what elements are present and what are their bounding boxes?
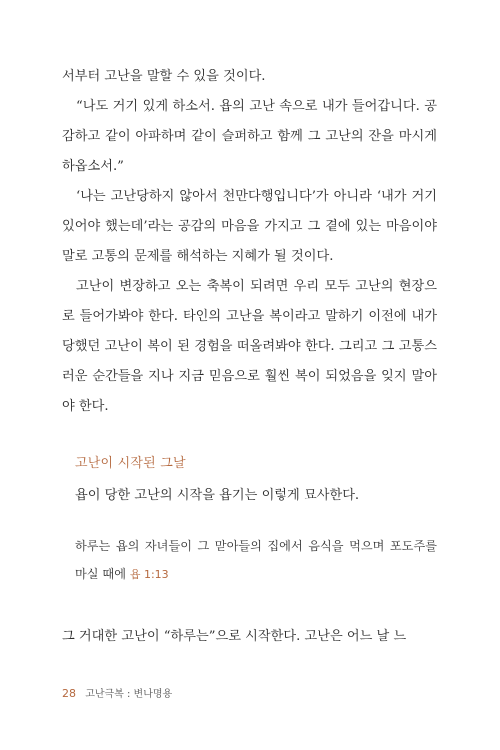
scripture-reference: 욥 1:13 <box>129 568 169 581</box>
page-footer <box>62 685 172 700</box>
paragraph: 고난이 변장하고 오는 축복이 되려면 우리 모두 고난의 현장으로 들어가봐야 한다. 타인의 고난을 복이라고 말하기 이전에 내가 당했던 고난이 복이 된 경험을 떠올려봐야 한다. 그리고 그 고통스러운 순간들을 지나 지금 믿음으로 훨씬 복이 되었음을 잊지 말아야 한다. <box>62 279 437 414</box>
paragraph: 그 거대한 고난이 “하루는”으로 시작한다. 고난은 어느 날 느 <box>62 629 407 644</box>
section-title: 고난이 시작된 그날 <box>75 456 186 471</box>
body-text <box>62 62 437 422</box>
section-intro: 욥이 당한 고난의 시작을 욥기는 이렇게 묘사한다. <box>75 488 360 503</box>
running-title: 고난극복 : 변나명용 <box>85 689 173 700</box>
paragraph: “나도 거기 있게 하소서. 욥의 고난 속으로 내가 들어갑니다. 공감하고 같이 아파하며 같이 슬퍼하고 함께 그 고난의 잔을 마시게 하옵소서.” <box>62 99 437 174</box>
page-number: 28 <box>62 687 76 700</box>
scripture-quote <box>75 532 437 589</box>
quote-text: 하루는 욥의 자녀들이 그 맏아들의 집에서 음식을 먹으며 포도주를 마실 때에 <box>75 539 437 581</box>
paragraph: 서부터 고난을 말할 수 있을 것이다. <box>62 69 266 84</box>
paragraph: ‘나는 고난당하지 않아서 천만다행입니다’가 아니라 ‘내가 거기 있어야 했는데’라는 공감의 마음을 가지고 그 곁에 있는 마음이야 말로 고통의 문제를 해석하는 지혜가 될 것이다. <box>62 189 437 264</box>
